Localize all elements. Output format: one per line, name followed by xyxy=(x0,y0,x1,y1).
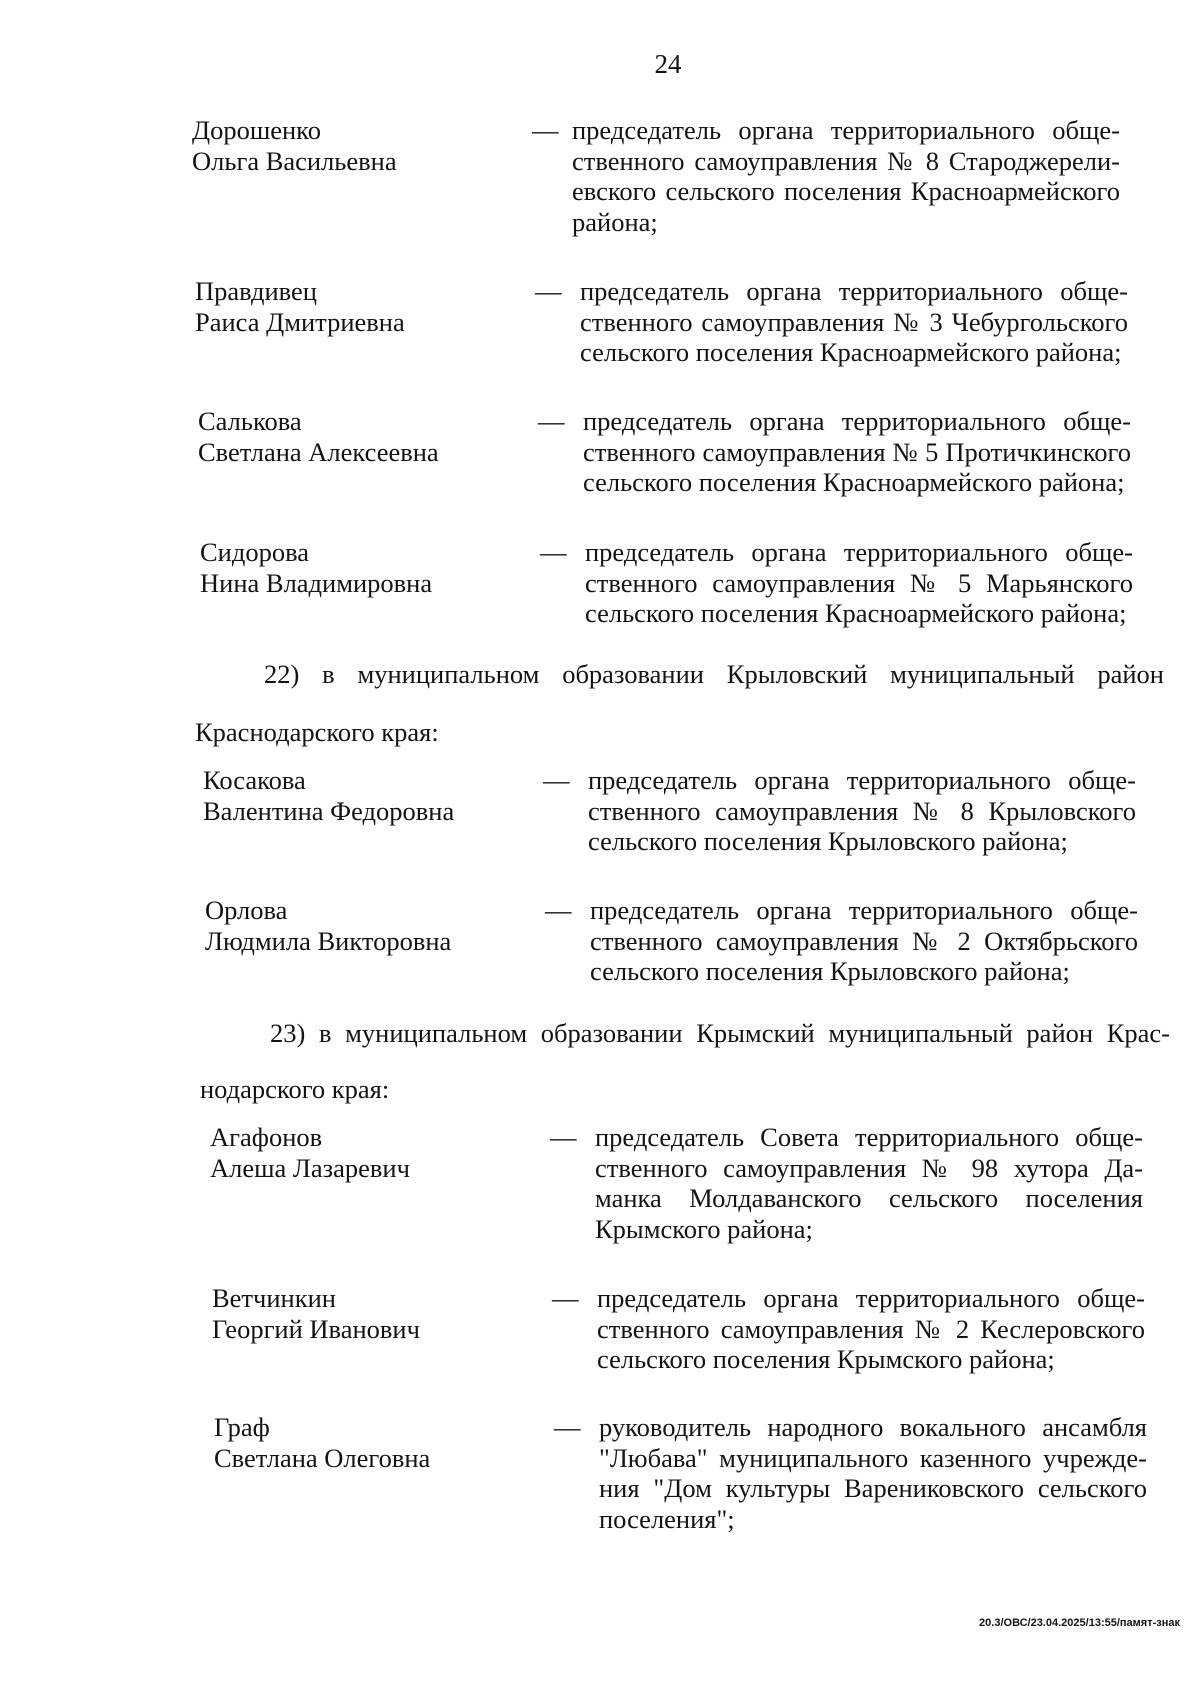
em-dash: — xyxy=(532,115,559,145)
person-name xyxy=(200,537,520,598)
em-dash: — xyxy=(545,895,572,925)
person-name xyxy=(195,276,515,337)
surname: Дорошенко xyxy=(192,115,321,145)
surname: Граф xyxy=(214,1412,270,1442)
position-description: руководитель народного вокального ансамбля "Любава" муниципального казенного учрежде-ния "Дом культуры Варениковского сельского поселения"; xyxy=(599,1412,1147,1534)
em-dash: — xyxy=(554,1412,581,1442)
em-dash: — xyxy=(543,765,570,795)
given-names: Ольга Васильевна xyxy=(192,145,397,176)
em-dash: — xyxy=(538,406,565,436)
section-heading-22: 22) в муниципальном образовании Крыловский муниципальный район xyxy=(264,659,1164,689)
position-description: председатель органа территориального обще-ственного самоуправления № 3 Чебургольского сельского поселения Красноармейского района; xyxy=(580,276,1128,367)
surname: Салькова xyxy=(198,406,302,436)
given-names: Светлана Алексеевна xyxy=(198,436,439,467)
given-names: Нина Владимировна xyxy=(200,567,433,598)
person-name xyxy=(214,1412,534,1473)
em-dash: — xyxy=(540,537,567,567)
document-code: 20.3/ОВС/23.04.2025/13:55/памят-знак xyxy=(979,1617,1180,1629)
page-number: 24 xyxy=(654,49,682,79)
position-description: председатель органа территориального обще-ственного самоуправления № 5 Марьянского сельского поселения Красноармейского района; xyxy=(585,537,1133,628)
position-description: председатель органа территориального обще-ственного самоуправления № 2 Октябрьского сельского поселения Крыловского района; xyxy=(590,895,1138,986)
given-names: Светлана Олеговна xyxy=(214,1442,431,1473)
given-names: Георгий Иванович xyxy=(212,1313,420,1344)
given-names: Людмила Викторовна xyxy=(205,925,452,956)
person-name xyxy=(198,406,518,467)
position-description: председатель органа территориального обще-ственного самоуправления № 2 Кеслеровского сельского поселения Крымского района; xyxy=(597,1283,1145,1374)
given-names: Алеша Лазаревич xyxy=(210,1152,410,1183)
surname: Орлова xyxy=(205,895,288,925)
person-name xyxy=(212,1283,532,1344)
person-name xyxy=(192,115,512,176)
given-names: Раиса Дмитриевна xyxy=(195,306,405,337)
em-dash: — xyxy=(535,276,562,306)
person-name xyxy=(205,895,525,956)
section-heading-23-continuation: нодарского края: xyxy=(200,1074,390,1104)
section-heading-22-continuation: Краснодарского края: xyxy=(195,717,439,747)
em-dash: — xyxy=(550,1122,577,1152)
surname: Ветчинкин xyxy=(212,1283,336,1313)
surname: Сидорова xyxy=(200,537,310,567)
em-dash: — xyxy=(552,1283,579,1313)
position-description: председатель органа территориального обще-ственного самоуправления № 8 Староджерели-евского сельского поселения Красноармейского района; xyxy=(572,115,1120,237)
position-description: председатель органа территориального обще-ственного самоуправления № 5 Протичкинского сельского поселения Красноармейского района; xyxy=(583,406,1131,497)
surname: Правдивец xyxy=(195,276,317,306)
person-name xyxy=(210,1122,530,1183)
given-names: Валентина Федоровна xyxy=(203,795,455,826)
surname: Косакова xyxy=(203,765,306,795)
position-description: председатель органа территориального обще-ственного самоуправления № 8 Крыловского сельского поселения Крыловского района; xyxy=(588,765,1136,856)
surname: Агафонов xyxy=(210,1122,323,1152)
position-description: председатель Совета территориального обще-ственного самоуправления № 98 хутора Да-манка Молдаванского сельского поселения Крымского района; xyxy=(595,1122,1143,1244)
section-heading-23: 23) в муниципальном образовании Крымский муниципальный район Крас- xyxy=(270,1018,1170,1048)
person-name xyxy=(203,765,523,826)
